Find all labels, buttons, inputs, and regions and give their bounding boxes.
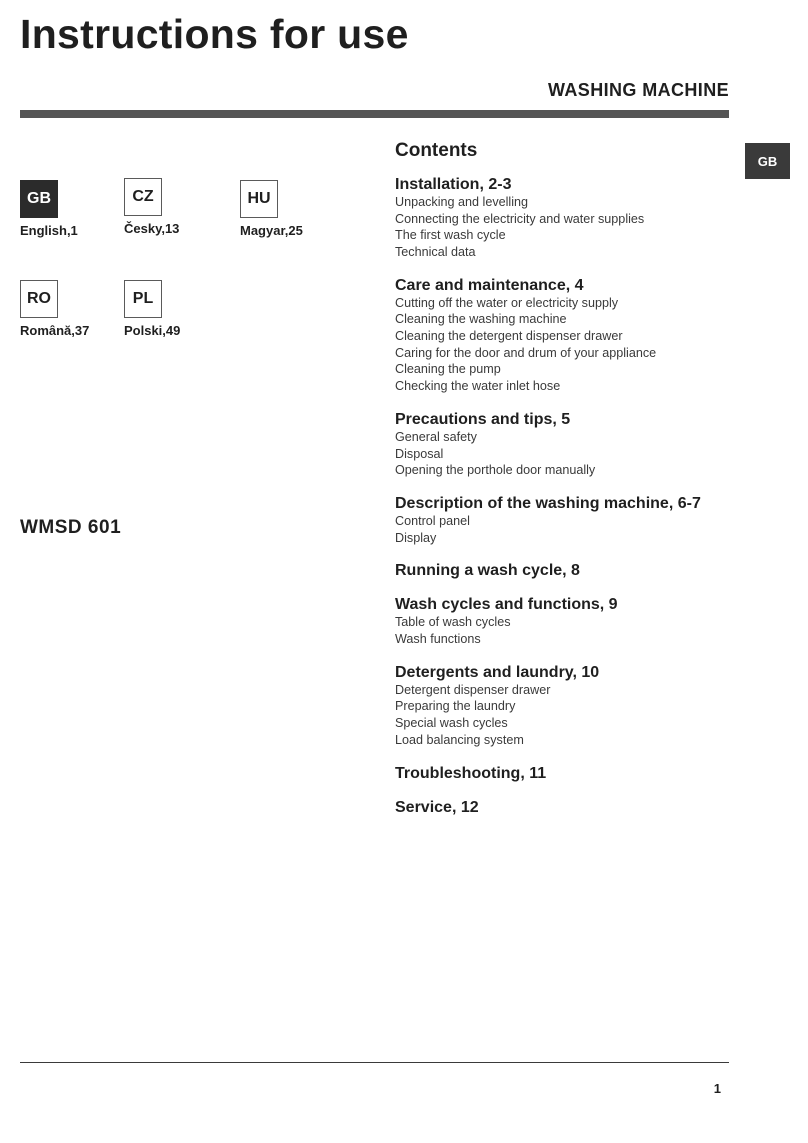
toc-item[interactable]: Table of wash cycles: [395, 615, 511, 630]
language-code-box: PL: [124, 280, 162, 318]
toc-item[interactable]: Technical data: [395, 244, 476, 259]
contents-heading: Contents: [395, 140, 478, 161]
language-label: Česky,13: [124, 221, 180, 236]
toc-section-description: [395, 494, 740, 546]
toc-item[interactable]: Wash functions: [395, 632, 481, 647]
language-code-box: RO: [20, 280, 58, 318]
toc-item[interactable]: Cleaning the washing machine: [395, 312, 567, 327]
toc-item[interactable]: Cutting off the water or electricity supply: [395, 295, 619, 310]
language-code-box: GB: [20, 180, 58, 218]
toc-section-care: [395, 276, 740, 395]
toc-item[interactable]: Disposal: [395, 446, 444, 461]
page-title: Instructions for use: [20, 11, 409, 57]
side-tab-label: GB: [757, 153, 778, 169]
model-number: WMSD 601: [20, 517, 122, 538]
toc-item[interactable]: Detergent dispenser drawer: [395, 682, 551, 697]
toc-section-service: [395, 798, 740, 817]
toc-section-title[interactable]: Service, 12: [395, 798, 479, 816]
toc-item[interactable]: Control panel: [395, 513, 470, 528]
toc-item[interactable]: Connecting the electricity and water supplies: [395, 211, 645, 226]
toc-section-title[interactable]: Precautions and tips, 5: [395, 410, 571, 428]
toc-item[interactable]: Cleaning the detergent dispenser drawer: [395, 329, 623, 344]
language-label: Polski,49: [124, 323, 181, 338]
document-subtitle: WASHING MACHINE: [548, 80, 729, 100]
toc-item[interactable]: Caring for the door and drum of your appliance: [395, 345, 657, 360]
toc-section-title[interactable]: Description of the washing machine, 6-7: [395, 494, 701, 512]
toc-item[interactable]: General safety: [395, 429, 477, 444]
toc-section-wash-cycles: [395, 595, 740, 647]
toc-item[interactable]: Unpacking and levelling: [395, 194, 529, 209]
language-label: English,1: [20, 223, 78, 238]
toc-section-title[interactable]: Troubleshooting, 11: [395, 764, 547, 782]
toc-item[interactable]: Checking the water inlet hose: [395, 379, 561, 394]
toc-section-title[interactable]: Detergents and laundry, 10: [395, 663, 600, 681]
toc-section-detergents: [395, 663, 740, 749]
language-hu[interactable]: [240, 180, 330, 238]
toc-section-running: [395, 561, 740, 580]
table-of-contents: [395, 140, 740, 832]
toc-section-installation: [395, 175, 740, 261]
language-side-tab: [745, 143, 790, 179]
toc-section-title[interactable]: Running a wash cycle, 8: [395, 562, 580, 580]
language-ro[interactable]: [20, 280, 110, 338]
language-code-box: CZ: [124, 178, 162, 216]
language-cz[interactable]: [124, 178, 214, 236]
toc-item[interactable]: Special wash cycles: [395, 716, 508, 731]
toc-section-title[interactable]: Wash cycles and functions, 9: [395, 596, 618, 614]
page-number: 1: [713, 1081, 721, 1096]
language-label: Magyar,25: [240, 223, 303, 238]
toc-item[interactable]: The first wash cycle: [395, 228, 506, 243]
toc-section-precautions: [395, 410, 740, 479]
toc-item[interactable]: Display: [395, 530, 437, 545]
toc-item[interactable]: Load balancing system: [395, 732, 524, 747]
header-divider: [20, 110, 729, 118]
toc-item[interactable]: Cleaning the pump: [395, 362, 501, 377]
language-pl[interactable]: [124, 280, 214, 338]
footer-divider: [20, 1062, 729, 1063]
toc-section-title[interactable]: Care and maintenance, 4: [395, 276, 584, 294]
language-gb[interactable]: [20, 180, 110, 238]
toc-item[interactable]: Opening the porthole door manually: [395, 463, 596, 478]
toc-item[interactable]: Preparing the laundry: [395, 699, 516, 714]
toc-section-title[interactable]: Installation, 2-3: [395, 175, 512, 193]
language-label: Română,37: [20, 323, 90, 338]
language-code-box: HU: [240, 180, 278, 218]
toc-section-troubleshooting: [395, 764, 740, 783]
